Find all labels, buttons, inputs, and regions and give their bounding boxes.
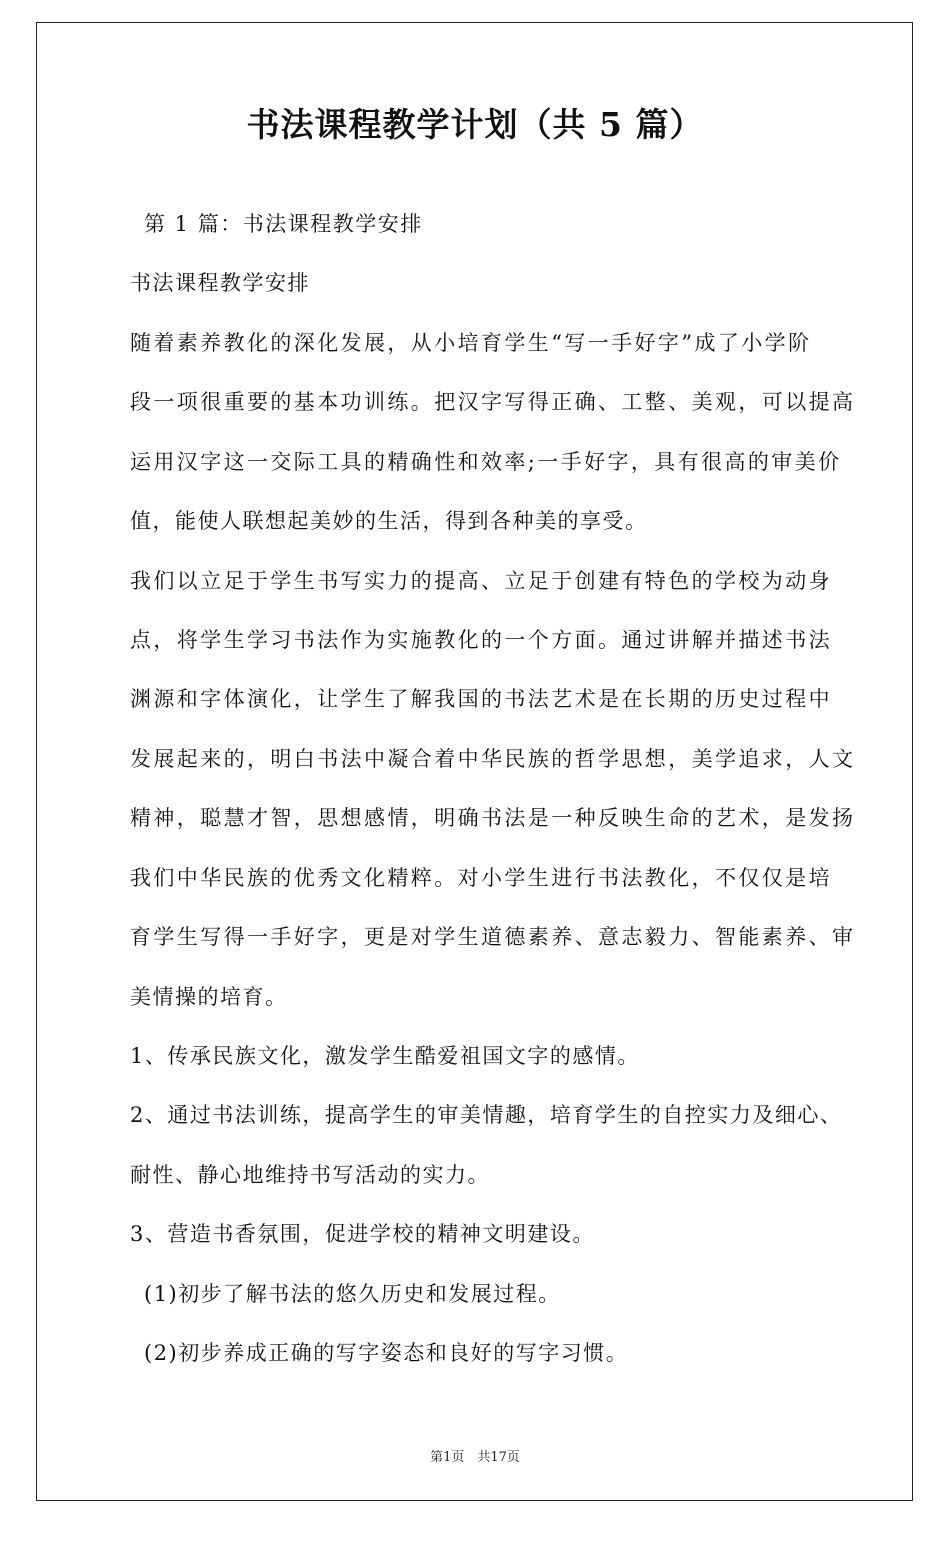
paragraph-line: 育学生写得一手好字，更是对学生道德素养、意志毅力、智能素养、审	[130, 925, 856, 949]
paragraph-line: 段一项很重要的基本功训练。把汉字写得正确、工整、美观，可以提高	[130, 390, 856, 414]
section-heading: 第 1 篇：书法课程教学安排	[144, 212, 423, 236]
list-item: 2、通过书法训练，提高学生的审美情趣，培育学生的自控实力及细心、	[130, 1103, 843, 1127]
paragraph-line: 美情操的培育。	[130, 985, 288, 1009]
sub-item: (1)初步了解书法的悠久历史和发展过程。	[144, 1282, 561, 1306]
paragraph-line: 我们以立足于学生书写实力的提高、立足于创建有特色的学校为动身	[130, 569, 832, 593]
paragraph-line: 精神，聪慧才智，思想感情，明确书法是一种反映生命的艺术，是发扬	[130, 806, 856, 830]
sub-item: (2)初步养成正确的写字姿态和良好的写字习惯。	[144, 1341, 629, 1365]
paragraph-line: 运用汉字这一交际工具的精确性和效率;一手好字，具有很高的审美价	[130, 450, 842, 474]
document-title: 书法课程教学计划（共 5 篇）	[246, 105, 704, 144]
paragraph-line: 发展起来的，明白书法中凝合着中华民族的哲学思想，美学追求，人文	[130, 747, 856, 771]
paragraph-line: 值，能使人联想起美妙的生活，得到各种美的享受。	[130, 509, 648, 533]
paragraph-line: 我们中华民族的优秀文化精粹。对小学生进行书法教化，不仅仅是培	[130, 866, 832, 890]
list-item: 3、营造书香氛围，促进学校的精神文明建设。	[130, 1222, 595, 1246]
paragraph-line: 点，将学生学习书法作为实施教化的一个方面。通过讲解并描述书法	[130, 628, 832, 652]
list-item-continuation: 耐性、静心地维持书写活动的实力。	[130, 1163, 490, 1187]
page-number: 第1页 共17页	[430, 1450, 520, 1465]
paragraph-line: 渊源和字体演化，让学生了解我国的书法艺术是在长期的历史过程中	[130, 687, 832, 711]
list-item: 1、传承民族文化，激发学生酷爱祖国文字的感情。	[130, 1044, 640, 1068]
paragraph-line: 随着素养教化的深化发展，从小培育学生“写一手好字”成了小学阶	[130, 331, 812, 355]
subtitle: 书法课程教学安排	[130, 271, 310, 295]
